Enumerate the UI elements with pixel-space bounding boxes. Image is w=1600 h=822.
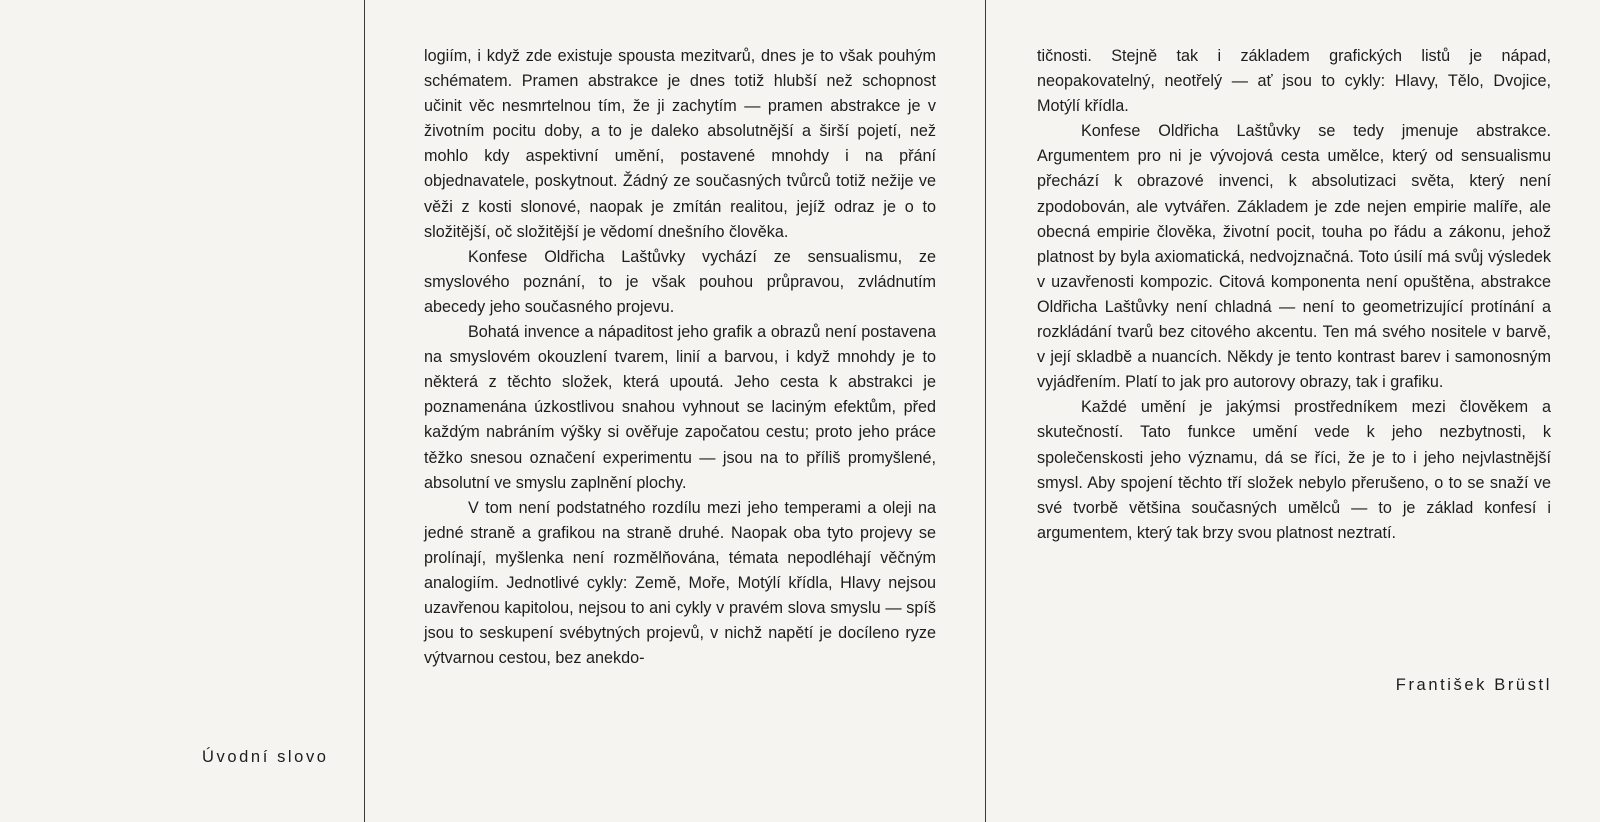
paragraph: tičnosti. Stejně tak i základem grafických listů je nápad, neopakovatelný, neotřelý — ať jsou to cykly: Hlavy, Tělo, Dvojice, Motýlí křídla. xyxy=(1037,47,1551,116)
paragraph: V tom není podstatného rozdílu mezi jeho temperami a oleji na jedné straně a grafikou na straně druhé. Naopak oba tyto projevy se prolínají, myšlenka není rozmělňována, témata nepodléhají věčným analogiím. Jednotlivé cykly: Země, Moře, Motýlí křídla, Hlavy nejsou uzavřenou kapitolou, nejsou to ani cykly v pravém slova smyslu — spíš jsou to seskupení svébytných projevů, v nichž napětí je docíleno ryze výtvarnou cestou, bez anekdo- xyxy=(424,498,936,668)
paragraph: Konfese Oldřicha Laštůvky vychází ze sensualismu, ze smyslového poznání, to je však pouhou průpravou, zvládnutím abecedy jeho současného projevu. xyxy=(424,247,936,316)
paragraph: logiím, i když zde existuje spousta mezitvarů, dnes je to však pouhým schématem. Pramen abstrakce je dnes totiž hlubší než schopnost učinit věc nesmrtelnou tím, že ji zachytím — pramen abstrakce je v životním pocitu doby, a to je daleko absolutnější a širší pojetí, než mohlo kdy aspektivní umění, postavené mnohdy i na přání objednavatele, poskytnout. Žádný ze současných tvůrců totiž nežije ve věži z kosti slonové, naopak je zmítán realitou, jejíž odraz je o to složitější, oč složitější je vědomí dnešního člověka. xyxy=(424,47,936,241)
text-column-right xyxy=(1037,44,1551,546)
paragraph: Konfese Oldřicha Laštůvky se tedy jmenuje abstrakce. Argumentem pro ni je vývojová cesta umělce, který od sensualismu přechází k obrazové invenci, k absolutizaci světa, který není zpodobován, ale vytvářen. Základem je zde nejen empirie malíře, ale obecná empirie člověka, životní pocit, touha po řádu a zákonu, jehož platnost by byla axiomatická, nedvojznačná. Toto úsilí má svůj výsledek v uzavřenosti kompozic. Citová komponenta není opuštěna, abstrakce Oldřicha Laštůvky není chladná — není to geometrizující protínání a rozkládání tvarů bez citového akcentu. Ten má svého nositele v barvě, v její skladbě a nuancích. Někdy je tento kontrast barev i samonosným vyjádřením. Platí to jak pro autorovy obrazy, tak i grafiku. xyxy=(1037,122,1551,392)
right-column-divider xyxy=(985,0,986,822)
left-column-divider xyxy=(364,0,365,822)
paragraph: Každé umění je jakýmsi prostředníkem mezi člověkem a skutečností. Tato funkce umění vede k jeho nezbytnosti, k společenskosti jeho významu, dá se říci, že je to i jeho nejvlastnější smysl. Aby spojení těchto tří složek nebylo přerušeno, o to se snaží ve své tvorbě většina současných umělců — to je základ konfesí i argumentem, který tak brzy svou platnost neztratí. xyxy=(1037,398,1551,542)
text-column-left xyxy=(424,44,936,671)
section-title: Úvodní slovo xyxy=(202,748,329,766)
paragraph: Bohatá invence a nápaditost jeho grafik a obrazů není postavena na smyslovém okouzlení tvarem, linií a barvou, i když mnohdy je to některá z těchto složek, která upoutá. Jeho cesta k abstrakci je poznamenána úzkostlivou snahou vyhnout se laciným efektům, před každým nabráním výšky si ověřuje započatou cestu; proto jeho práce těžko snesou označení experimentu — jsou na to příliš promyšlené, absolutní ve smyslu zaplnění plochy. xyxy=(424,323,936,492)
author-signature: František Brüstl xyxy=(1395,676,1552,694)
